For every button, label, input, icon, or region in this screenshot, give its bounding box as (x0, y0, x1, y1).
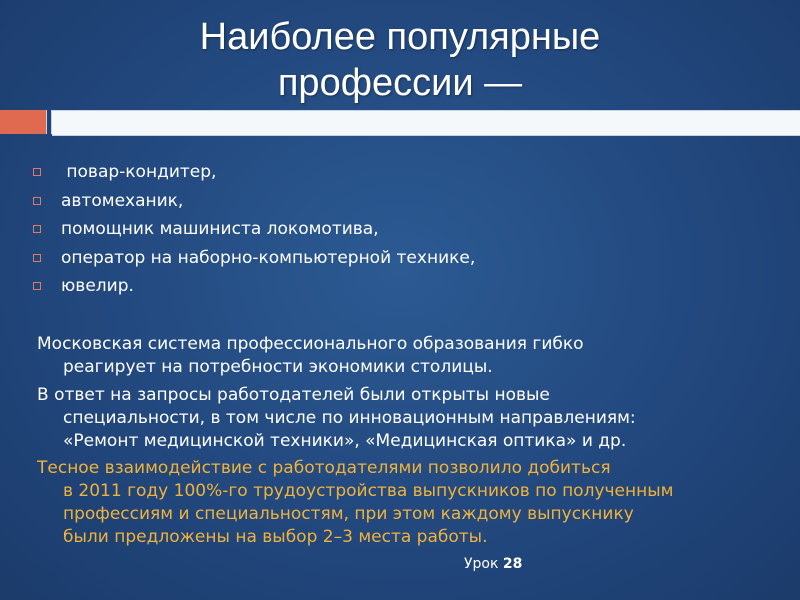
paragraph-line: реагирует на потребности экономики столицы. (63, 357, 493, 377)
list-item (33, 187, 475, 216)
list-item (33, 215, 475, 244)
accent-red-block (0, 110, 46, 134)
square-bullet-icon (33, 282, 41, 290)
paragraph-employment-highlight (37, 457, 777, 549)
paragraph-line: профессиям и специальностям, при этом каждому выпускнику (63, 504, 634, 524)
list-item-text: помощник машиниста локомотива, (61, 219, 379, 240)
paragraph-line: в 2011 году 100%-го трудоустройства выпускников по полученным (63, 481, 674, 501)
paragraph-line: В ответ на запросы работодателей были открыты новые (37, 385, 550, 405)
slide-title (0, 14, 800, 106)
title-line-2: профессии — (277, 62, 523, 104)
paragraph-line: были предложены на выбор 2–3 места работы. (63, 527, 488, 547)
list-item (33, 244, 475, 273)
list-item (33, 272, 475, 301)
footer-label: Урок (464, 556, 503, 572)
list-item-text: автомеханик, (61, 190, 184, 211)
square-bullet-icon (33, 197, 41, 205)
square-bullet-icon (33, 225, 41, 233)
paragraph-line: специальности, в том числе по инновационным направлениям: (63, 408, 636, 428)
paragraph-moscow-system (37, 333, 777, 379)
accent-divider-tick (51, 110, 52, 134)
list-item-text: повар-кондитер, (61, 162, 217, 183)
square-bullet-icon (33, 168, 41, 176)
paragraph-line: «Ремонт медицинской техники», «Медицинская оптика» и др. (63, 431, 627, 451)
accent-divider-tick (46, 110, 47, 134)
slide-number: 28 (502, 556, 523, 572)
paragraph-line: Московская система профессионального образования гибко (37, 334, 584, 354)
list-item-text: ювелир. (61, 276, 134, 297)
paragraph-line: Тесное взаимодействие с работодателями позволило добиться (37, 458, 611, 478)
list-item-text: оператор на наборно-компьютерной технике, (61, 247, 476, 268)
slide-footer (464, 556, 522, 572)
accent-divider-bar (52, 110, 800, 136)
profession-list (33, 158, 475, 301)
square-bullet-icon (33, 254, 41, 262)
title-line-1: Наиболее популярные (199, 16, 601, 58)
list-item (33, 158, 475, 187)
paragraph-new-specialties (37, 384, 777, 453)
